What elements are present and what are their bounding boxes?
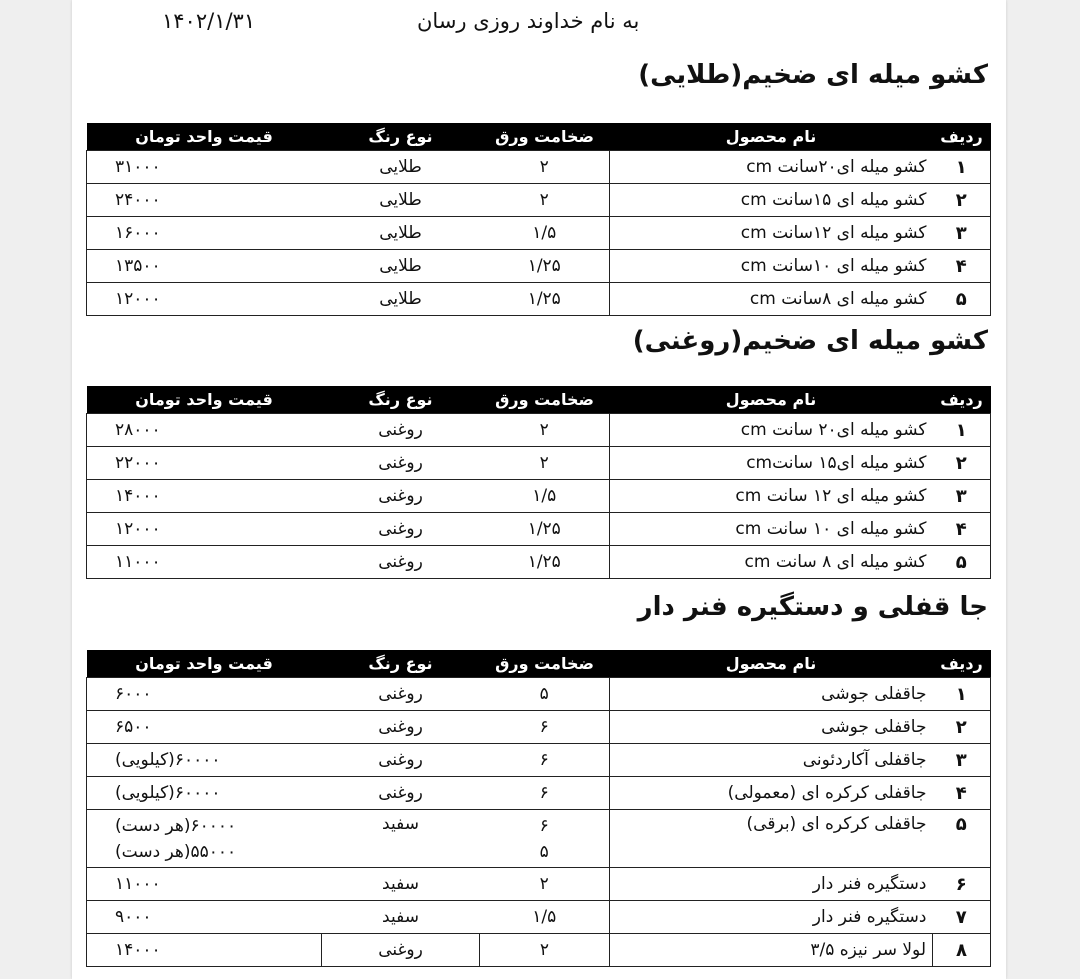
- sheet-thickness-cell: [480, 810, 610, 868]
- sheet-thickness: ۲: [480, 184, 610, 217]
- sheet-thickness: ۵: [480, 678, 610, 711]
- table-row: [87, 283, 991, 316]
- sheet-thickness: ۶: [539, 815, 549, 836]
- table-row: [87, 678, 991, 711]
- col-header-thickness: ضخامت ورق: [480, 123, 610, 151]
- table-row: [87, 744, 991, 777]
- row-number: ۷: [933, 901, 991, 934]
- row-number: ۲: [933, 447, 991, 480]
- row-number: ۲: [933, 711, 991, 744]
- unit-price: ۶۰۰۰: [87, 678, 322, 711]
- color-type: روغنی: [322, 447, 480, 480]
- row-number: ۱: [933, 151, 991, 184]
- sheet-thickness: ۱/۲۵: [480, 546, 610, 579]
- table-row: [87, 810, 991, 868]
- row-number: ۶: [933, 868, 991, 901]
- sheet-thickness: ۶: [480, 744, 610, 777]
- row-number: ۴: [933, 513, 991, 546]
- sheet-thickness: ۱/۵: [480, 217, 610, 250]
- color-type: روغنی: [322, 546, 480, 579]
- color-type: طلایی: [322, 217, 480, 250]
- table-oily-drawers: [86, 386, 991, 579]
- table-row: [87, 546, 991, 579]
- color-type: سفید: [322, 868, 480, 901]
- unit-price-cell: [87, 810, 322, 868]
- product-name: دستگیره فنر دار: [610, 868, 933, 901]
- sheet-thickness-alt: ۵: [539, 841, 549, 862]
- row-number: ۴: [933, 250, 991, 283]
- row-number: ۳: [933, 480, 991, 513]
- sheet-thickness: ۶: [480, 777, 610, 810]
- table-header-row: [87, 650, 991, 678]
- section-title-locks-handles: جا قفلی و دستگیره فنر دار: [637, 592, 988, 622]
- color-type: روغنی: [322, 414, 480, 447]
- sheet-thickness: ۶: [480, 711, 610, 744]
- table-row: [87, 901, 991, 934]
- color-type: روغنی: [322, 777, 480, 810]
- color-type: روغنی: [322, 711, 480, 744]
- col-header-color: نوع رنگ: [322, 650, 480, 678]
- row-number: ۵: [933, 810, 991, 868]
- color-type: سفید: [322, 901, 480, 934]
- product-name: جاقفلی جوشی: [610, 678, 933, 711]
- document-heading: به نام خداوند روزی رسان: [417, 9, 640, 33]
- section-title-golden: کشو میله ای ضخیم(طلایی): [638, 60, 988, 90]
- sheet-thickness: ۱/۲۵: [480, 250, 610, 283]
- product-name: کشو میله ای ۸سانت cm: [610, 283, 933, 316]
- unit-price: ۱۲۰۰۰: [87, 513, 322, 546]
- unit-price: ۲۲۰۰۰: [87, 447, 322, 480]
- unit-price: ۶۰۰۰۰(کیلویی): [87, 777, 322, 810]
- col-header-name: نام محصول: [610, 386, 933, 414]
- product-name: کشو میله ای۲۰ سانت cm: [610, 414, 933, 447]
- product-name: جاقفلی کرکره ای (برقی): [610, 810, 933, 868]
- color-type: سفید: [322, 810, 480, 868]
- row-number: ۵: [933, 546, 991, 579]
- unit-price: ۱۳۵۰۰: [87, 250, 322, 283]
- table-header-row: [87, 386, 991, 414]
- color-type: طلایی: [322, 151, 480, 184]
- col-header-row: ردیف: [933, 386, 991, 414]
- sheet-thickness: ۲: [480, 447, 610, 480]
- col-header-price: قیمت واحد تومان: [87, 386, 322, 414]
- product-name: کشو میله ای ۱۵سانت cm: [610, 184, 933, 217]
- color-type: روغنی: [322, 744, 480, 777]
- col-header-row: ردیف: [933, 123, 991, 151]
- table-row: [87, 934, 991, 967]
- row-number: ۳: [933, 217, 991, 250]
- table-row: [87, 513, 991, 546]
- unit-price: ۲۴۰۰۰: [87, 184, 322, 217]
- product-name: کشو میله ای ۱۲ سانت cm: [610, 480, 933, 513]
- unit-price: ۶۰۰۰۰(هر دست): [115, 815, 237, 836]
- row-number: ۱: [933, 678, 991, 711]
- sheet-thickness: ۲: [480, 934, 610, 967]
- sheet-thickness: ۱/۲۵: [480, 513, 610, 546]
- unit-price-alt: ۵۵۰۰۰(هر دست): [115, 841, 237, 862]
- table-golden-drawers: [86, 123, 991, 316]
- col-header-name: نام محصول: [610, 650, 933, 678]
- sheet-thickness: ۱/۵: [480, 480, 610, 513]
- product-name: جاقفلی کرکره ای (معمولی): [610, 777, 933, 810]
- product-name: کشو میله ای ۱۰سانت cm: [610, 250, 933, 283]
- col-header-color: نوع رنگ: [322, 386, 480, 414]
- table-header-row: [87, 123, 991, 151]
- color-type: روغنی: [322, 678, 480, 711]
- unit-price: ۱۶۰۰۰: [87, 217, 322, 250]
- color-type: طلایی: [322, 184, 480, 217]
- table-locks-handles: [86, 650, 991, 967]
- product-name: لولا سر نیزه ۳/۵: [610, 934, 933, 967]
- product-name: کشو میله ای ۱۰ سانت cm: [610, 513, 933, 546]
- row-number: ۲: [933, 184, 991, 217]
- table-row: [87, 711, 991, 744]
- unit-price: ۱۴۰۰۰: [87, 934, 322, 967]
- col-header-thickness: ضخامت ورق: [480, 386, 610, 414]
- table-row: [87, 414, 991, 447]
- sheet-thickness: ۲: [480, 868, 610, 901]
- col-header-row: ردیف: [933, 650, 991, 678]
- table-row: [87, 151, 991, 184]
- table-row: [87, 447, 991, 480]
- unit-price: ۶۵۰۰: [87, 711, 322, 744]
- table-row: [87, 777, 991, 810]
- col-header-price: قیمت واحد تومان: [87, 650, 322, 678]
- sheet-thickness: ۲: [480, 151, 610, 184]
- unit-price: ۳۱۰۰۰: [87, 151, 322, 184]
- row-number: ۴: [933, 777, 991, 810]
- color-type: روغنی: [322, 934, 480, 967]
- row-number: ۸: [933, 934, 991, 967]
- col-header-name: نام محصول: [610, 123, 933, 151]
- product-name: کشو میله ای۱۵ سانتcm: [610, 447, 933, 480]
- price-list-page: [72, 0, 1006, 979]
- unit-price: ۱۴۰۰۰: [87, 480, 322, 513]
- sheet-thickness: ۱/۵: [480, 901, 610, 934]
- table-row: [87, 250, 991, 283]
- document-date: ۱۴۰۲/۱/۳۱: [162, 9, 256, 33]
- product-name: کشو میله ای۲۰سانت cm: [610, 151, 933, 184]
- table-row: [87, 480, 991, 513]
- product-name: کشو میله ای ۱۲سانت cm: [610, 217, 933, 250]
- col-header-price: قیمت واحد تومان: [87, 123, 322, 151]
- color-type: روغنی: [322, 480, 480, 513]
- row-number: ۳: [933, 744, 991, 777]
- product-name: کشو میله ای ۸ سانت cm: [610, 546, 933, 579]
- col-header-color: نوع رنگ: [322, 123, 480, 151]
- color-type: طلایی: [322, 283, 480, 316]
- col-header-thickness: ضخامت ورق: [480, 650, 610, 678]
- unit-price: ۱۲۰۰۰: [87, 283, 322, 316]
- section-title-oily: کشو میله ای ضخیم(روغنی): [632, 326, 988, 356]
- product-name: جاقفلی جوشی: [610, 711, 933, 744]
- unit-price: ۹۰۰۰: [87, 901, 322, 934]
- sheet-thickness: ۱/۲۵: [480, 283, 610, 316]
- unit-price: ۲۸۰۰۰: [87, 414, 322, 447]
- unit-price: ۱۱۰۰۰: [87, 868, 322, 901]
- row-number: ۵: [933, 283, 991, 316]
- sheet-thickness: ۲: [480, 414, 610, 447]
- unit-price: ۶۰۰۰۰(کیلویی): [87, 744, 322, 777]
- row-number: ۱: [933, 414, 991, 447]
- product-name: دستگیره فنر دار: [610, 901, 933, 934]
- table-row: [87, 184, 991, 217]
- unit-price: ۱۱۰۰۰: [87, 546, 322, 579]
- table-row: [87, 868, 991, 901]
- table-row: [87, 217, 991, 250]
- color-type: روغنی: [322, 513, 480, 546]
- product-name: جاقفلی آکاردئونی: [610, 744, 933, 777]
- color-type: طلایی: [322, 250, 480, 283]
